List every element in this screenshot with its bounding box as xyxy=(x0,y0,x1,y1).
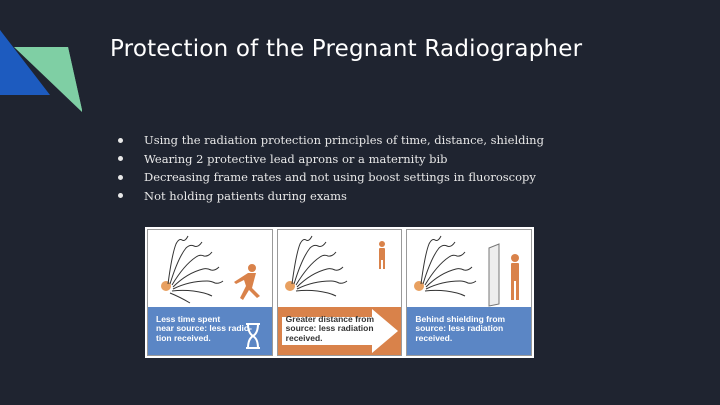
slide-title: Protection of the Pregnant Radiographer xyxy=(110,36,583,62)
bullet-text: Using the radiation protection principles of time, distance, shielding xyxy=(144,133,544,147)
running-person-icon xyxy=(234,264,260,300)
panel-shielding xyxy=(406,229,532,356)
panel-caption: Greater distance from source: less radiation received. xyxy=(285,313,375,343)
panel-caption: Behind shielding from source: less radiation received. xyxy=(415,313,506,343)
panel-distance xyxy=(277,229,403,356)
bullet-dot-icon xyxy=(118,175,123,180)
bullet-item xyxy=(118,187,544,206)
corner-accent xyxy=(0,0,90,115)
bullet-item xyxy=(118,150,544,169)
standing-person-icon xyxy=(511,254,519,300)
hourglass-icon xyxy=(244,323,262,349)
bullet-text: Wearing 2 protective lead aprons or a maternity bib xyxy=(144,151,448,166)
bullet-dot-icon xyxy=(118,138,123,143)
bullet-item xyxy=(118,168,544,187)
bullet-item xyxy=(118,131,544,150)
panel-caption: Less time spent near source: less radio- tion received. xyxy=(156,313,252,343)
shield-wall-icon xyxy=(489,244,499,306)
bullet-list xyxy=(118,131,544,205)
bullet-text: Not holding patients during exams xyxy=(144,188,347,203)
bullet-text: Decreasing frame rates and not using boost settings in fluoroscopy xyxy=(144,170,536,184)
standing-person-icon xyxy=(379,241,385,269)
bullet-dot-icon xyxy=(118,193,123,198)
panel-time xyxy=(147,229,273,356)
radiation-protection-infographic xyxy=(145,227,534,358)
bullet-dot-icon xyxy=(118,156,123,161)
